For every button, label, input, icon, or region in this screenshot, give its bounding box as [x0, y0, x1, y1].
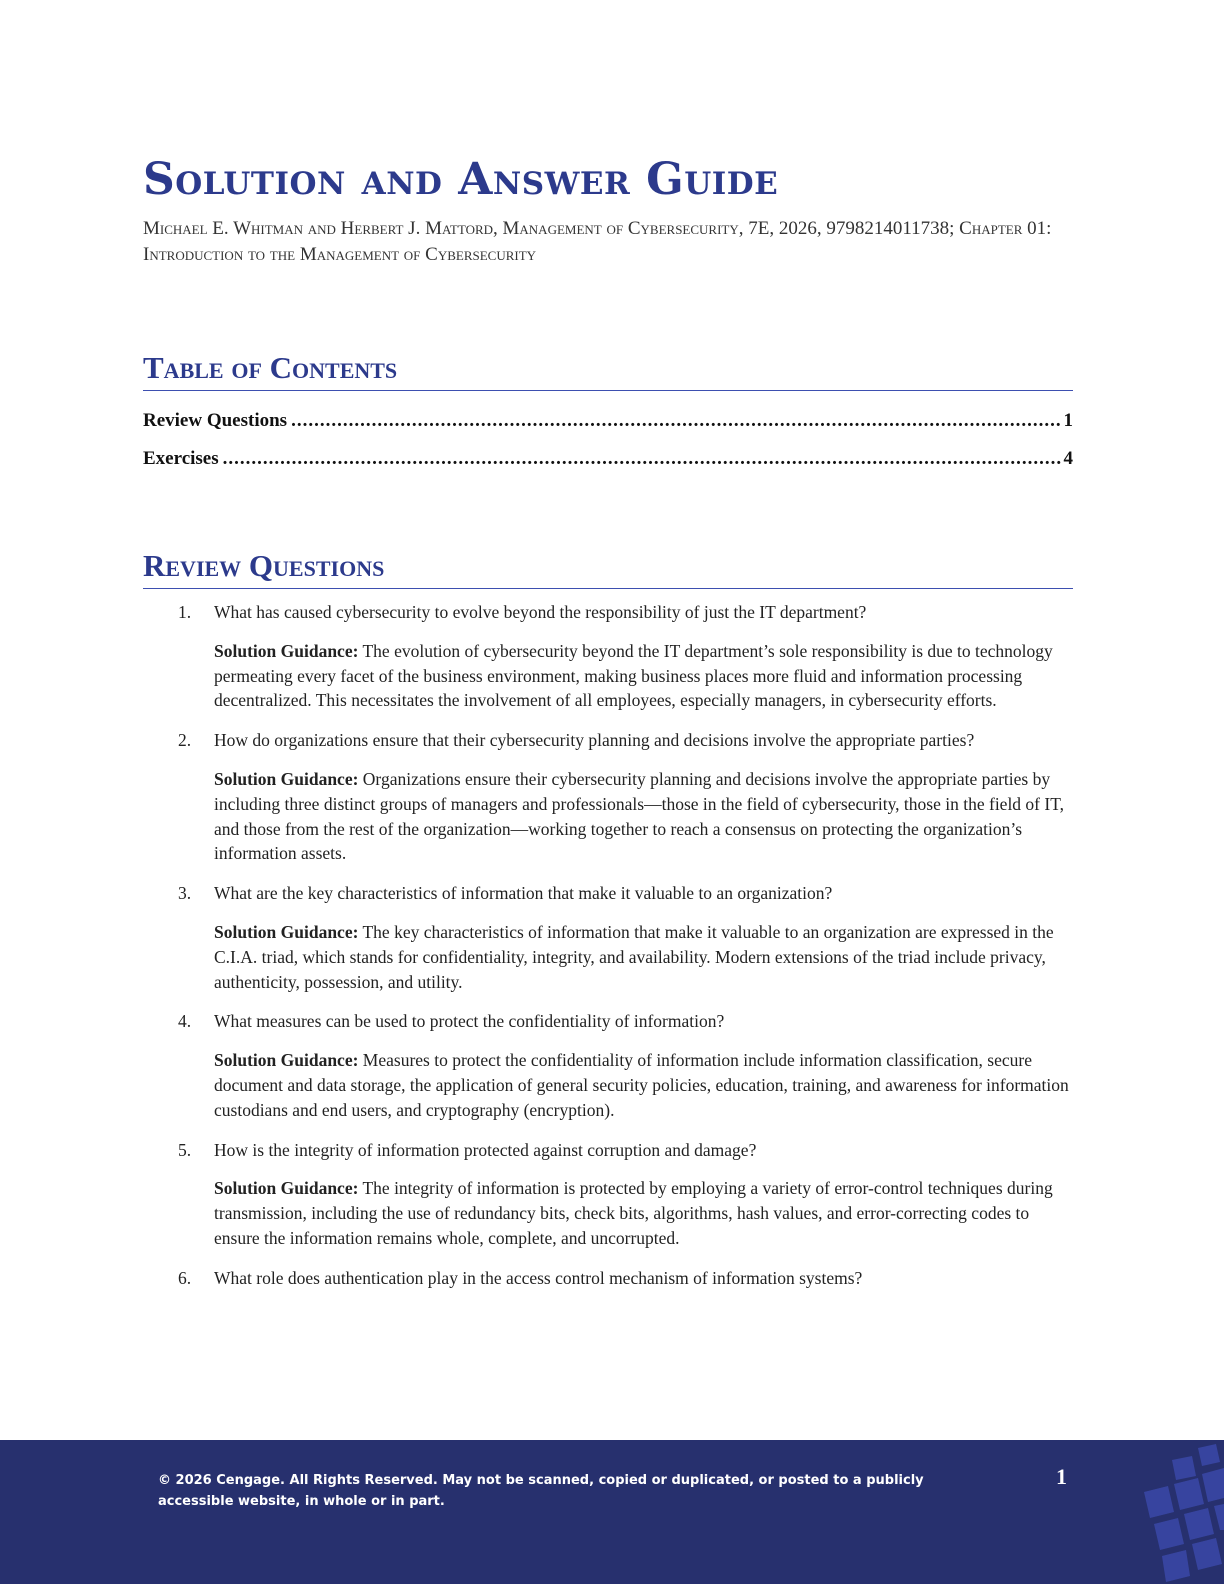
- toc-entry-page: 4: [1063, 448, 1073, 469]
- question-item: [143, 1266, 1073, 1291]
- question-number: 3.: [178, 883, 192, 904]
- document-subtitle: Michael E. Whitman and Herbert J. Mattord, Management of Cybersecurity, 7E, 2026, 9798214011738; Chapter 01: Introduction to the Management of Cybersecurity: [143, 218, 1052, 265]
- guidance-label: Solution Guidance:: [214, 768, 359, 789]
- question-number: 5.: [178, 1139, 192, 1160]
- toc-leader-dots: [223, 448, 1062, 470]
- review-questions-heading: Review Questions: [143, 548, 1073, 589]
- guidance-text: Measures to protect the confidentiality of information include information classification, secure document and data storage, the application of general security policies, education, training, and awareness for information custodians and end users, and cryptography (encryption).: [214, 1050, 1069, 1120]
- guidance-text: The integrity of information is protected by employing a variety of error-control techniques during transmission, including the use of redundancy bits, check bits, algorithms, hash values, and error-correcting codes to ensure the information remains whole, complete, and uncorrupted.: [214, 1178, 1053, 1248]
- question-text: What has caused cybersecurity to evolve beyond the responsibility of just the IT department?: [214, 602, 867, 622]
- question-text: What measures can be used to protect the confidentiality of information?: [214, 1011, 725, 1032]
- question-number: 1.: [178, 602, 192, 622]
- toc-leader-dots: [291, 410, 1061, 432]
- page-number: 1: [1056, 1464, 1067, 1489]
- toc-heading: Table of Contents: [143, 350, 1073, 391]
- question-text: What role does authentication play in the access control mechanism of information systems?: [214, 1267, 863, 1288]
- question-number: 2.: [178, 730, 192, 751]
- guidance-text: Organizations ensure their cybersecurity planning and decisions involve the appropriate parties by including three distinct groups of managers and professionals—those in the field of cybersecurity, those in the field of IT, and those from the rest of the organization—working together to reach a consensus on protecting the organization’s information assets.: [214, 768, 1064, 864]
- solution-guidance: [214, 920, 1073, 994]
- table-of-contents: [143, 410, 1073, 486]
- question-text: What are the key characteristics of information that make it valuable to an organization?: [214, 883, 833, 904]
- guidance-label: Solution Guidance:: [214, 1178, 359, 1199]
- question-item: [143, 728, 1073, 753]
- question-text: How is the integrity of information protected against corruption and damage?: [214, 1139, 757, 1160]
- question-item: [143, 881, 1073, 906]
- question-item: [143, 1009, 1073, 1034]
- guidance-label: Solution Guidance:: [214, 640, 359, 661]
- question-number: 6.: [178, 1267, 192, 1288]
- guidance-label: Solution Guidance:: [214, 1050, 359, 1071]
- question-item: [143, 600, 1073, 625]
- toc-entry-review-questions[interactable]: [143, 410, 1073, 448]
- solution-guidance: [214, 1176, 1073, 1250]
- solution-guidance: [214, 639, 1073, 713]
- solution-guidance: [214, 767, 1073, 866]
- toc-entry-label: Review Questions: [143, 410, 288, 431]
- question-item: [143, 1138, 1073, 1163]
- question-number: 4.: [178, 1011, 192, 1032]
- toc-entry-exercises[interactable]: [143, 448, 1073, 486]
- copyright-notice: © 2026 Cengage. All Rights Reserved. May not be scanned, copied or duplicated, or posted to a publicly accessible website, in whole or in part.: [158, 1473, 924, 1509]
- cengage-logo-pattern-icon: [1134, 1440, 1224, 1584]
- question-text: How do organizations ensure that their cybersecurity planning and decisions involve the appropriate parties?: [214, 730, 975, 751]
- toc-entry-page: 1: [1063, 410, 1073, 431]
- page-footer: [0, 1440, 1224, 1584]
- guidance-label: Solution Guidance:: [214, 921, 359, 942]
- page-title: Solution and Answer Guide: [143, 154, 779, 205]
- review-questions-list: [143, 600, 1073, 1305]
- guidance-text: The key characteristics of information that make it valuable to an organization are expressed in the C.I.A. triad, which stands for confidentiality, integrity, and availability. Modern extensions of the triad include privacy, authenticity, possession, and utility.: [214, 921, 1054, 992]
- guidance-text: The evolution of cybersecurity beyond the IT department’s sole responsibility is due to technology permeating every facet of the business environment, making business places more fluid and information processing decentralized. This necessitates the involvement of all employees, especially managers, in cybersecurity efforts.: [214, 640, 1053, 711]
- toc-entry-label: Exercises: [143, 448, 219, 469]
- solution-guidance: [214, 1048, 1073, 1122]
